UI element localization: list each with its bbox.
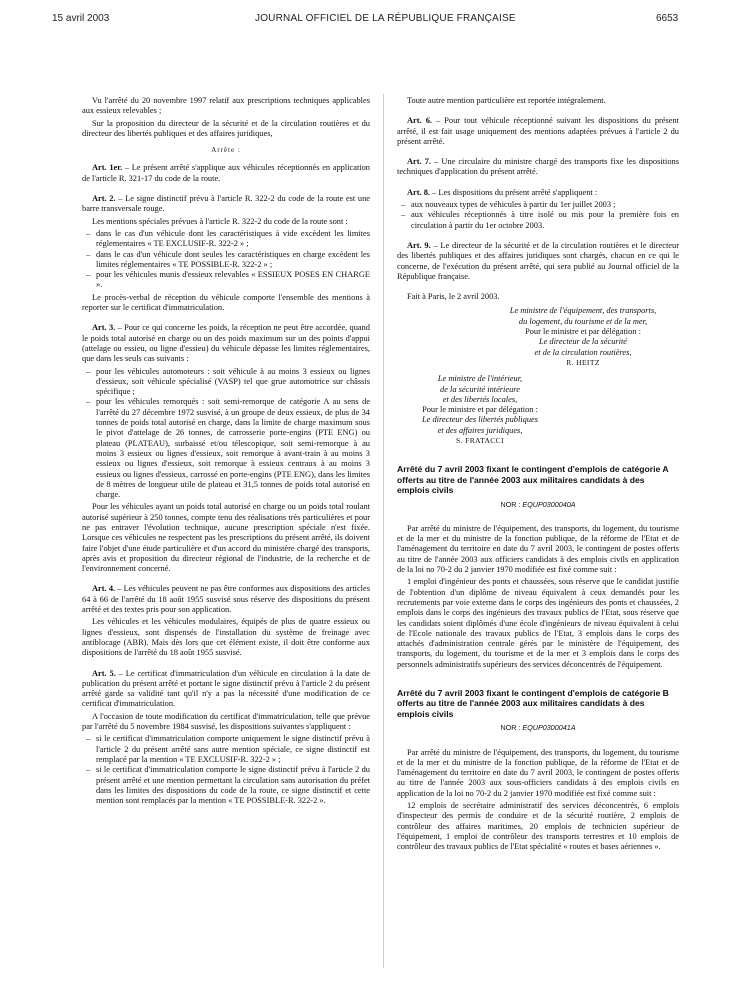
list-item: – si le certificat d'immatriculation comporte le signe distinctif prévu à l'article 2 du présent arrêté et une mention permettant la circulation sans autorisation du préfet dans les limites des dispositions du code de la route, ce signe distinctif et cette mention sont remplacés par la mention « TE POSSIBLE-R. 322-2 ». bbox=[96, 765, 370, 806]
paragraph-categorie-b-intro: Par arrêté du ministre de l'équipement, des transports, du logement, du tourisme et de la mer et du ministre de la fonction publique, de la réforme de l'Etat et de l'aménagement du territoire en date du 7 avril 2003, le contingent de postes offerts au titre de l'année 2003 aux sous-officiers candidats à des emplois civils en application de la loi no 70-2 du 2 janvier 1970 modifiée est fixé comme suit : bbox=[397, 747, 679, 798]
paragraph-vu: Vu l'arrêté du 20 novembre 1997 relatif aux prescriptions techniques applicables aux essieux relevables ; bbox=[82, 96, 370, 116]
article-5 bbox=[82, 669, 370, 710]
header-page-number: 6653 bbox=[656, 13, 679, 24]
nor-reference bbox=[397, 723, 679, 733]
article-5-text: – Le certificat d'immatriculation d'un véhicule en circulation à la date de publication du présent arrêté et portant le signe distinctif prévu à l'article 2 du présent arrêté garde sa validité tant qu'il n'y a pas la nécessité d'une modification de ce certificat d'immatriculation. bbox=[82, 668, 371, 709]
paragraph-sur: Sur la proposition du directeur de la sécurité et de la circulation routières et du directeur des libertés publiques et des affaires juridiques, bbox=[82, 118, 370, 138]
list-item: – dans le cas d'un véhicule dont les caractéristiques à vide excèdent les limites réglementaires « TE EXCLUSIF-R. 322-2 » ; bbox=[96, 229, 370, 250]
article-5-list bbox=[82, 734, 370, 806]
article-2 bbox=[82, 194, 370, 215]
article-8-label: Art. 8. bbox=[407, 187, 431, 197]
article-4-label: Art. 4. bbox=[92, 584, 116, 594]
article-2-text: – Le signe distinctif prévu à l'article R. 322-2 du code de la route est une barre transversale rouge. bbox=[82, 194, 370, 214]
article-1 bbox=[82, 163, 370, 184]
nor-label: NOR : bbox=[500, 499, 523, 509]
list-item: – aux véhicules réceptionnés à titre isolé ou mis pour la première fois en circulation à partir du 1er octobre 2003. bbox=[411, 210, 679, 231]
signature-line: de la sécurité intérieure bbox=[440, 384, 520, 394]
paragraph-250-tonnes: Pour les véhicules ayant un poids total autorisé en charge ou un poids total roulant autorisé supérieur à 250 tonnes, compte tenu des réalisations très particulières et pour ne pas entraver l'évolution technique, aucune prescription spéciale n'est fixée. Lorsque ces véhicules ne respectent pas les prescriptions du présent arrêté, ils doivent faire l'objet d'une étude particulière et d'un accord du ministère chargé des transports, après avis et proposition du directeur régional de l'industrie, de la recherche et de l'environnement concerné. bbox=[82, 502, 370, 574]
signature-block-transports bbox=[487, 306, 679, 368]
section-title-categorie-a: Arrêté du 7 avril 2003 fixant le contingent d'emplois de catégorie A offerts au titre de l'année 2003 aux militaires candidats à des emplois civils bbox=[397, 464, 669, 496]
article-4 bbox=[82, 584, 370, 615]
paragraph-toute-autre: Toute autre mention particulière est reportée intégralement. bbox=[407, 96, 606, 105]
article-9-label: Art. 9. bbox=[407, 240, 431, 250]
column-divider bbox=[383, 94, 384, 968]
nor-label: NOR : bbox=[500, 723, 523, 733]
signature-line: Pour le ministre et par délégation : bbox=[422, 405, 538, 415]
signature-line: Le directeur des libertés publiques bbox=[422, 415, 538, 425]
signature-line: et de la circulation routières, bbox=[534, 347, 632, 357]
article-6-text: – Pour tout véhicule réceptionné suivant les dispositions du présent arrêté, il est fait usage uniquement des mentions adaptées prévues à l'article 2 du présent arrêté. bbox=[397, 116, 679, 146]
list-item: – aux nouveaux types de véhicules à partir du 1er juillet 2003 ; bbox=[411, 200, 679, 210]
mentions-intro: Les mentions spéciales prévues à l'article R. 322-2 du code de la route sont : bbox=[92, 216, 348, 226]
signature-line: Le directeur de la sécurité bbox=[538, 337, 628, 347]
paragraph-categorie-a-intro: Par arrêté du ministre de l'équipement, des transports, du logement, du tourisme et de la mer et du ministre de la fonction publique, de la réforme de l'Etat et de l'aménagement du territoire en date du 7 avril 2003, le contingent de postes offerts au titre de l'année 2003 aux officiers candidats à des emplois civils en application de la loi no 70-2 du 2 janvier 1970 modifiée est fixé comme suit : bbox=[397, 523, 679, 575]
article-7-text: – Une circulaire du ministre chargé des transports fixe les dispositions techniques d'application du présent arrêté. bbox=[397, 157, 679, 177]
article-7 bbox=[397, 157, 679, 178]
article-6 bbox=[397, 116, 679, 147]
paragraph-modulaires: Les véhicules et les véhicules modulaires, équipés de plus de quatre essieux ou lignes d'essieux, sont dispensés de l'installation du système de freinage avec antiblocage (ABR). Mais dès lors que cet élément existe, il doit être conforme aux dispositions de l'arrêté du 18 août 1955 susvisé. bbox=[82, 617, 370, 658]
paragraph-occasion: A l'occasion de toute modification du certificat d'immatriculation, telle que prévue par l'arrêté du 5 novembre 1984 susvisé, les dispositions suivantes s'appliquent : bbox=[82, 711, 370, 732]
header-journal-title: JOURNAL OFFICIEL DE LA RÉPUBLIQUE FRANÇAISE bbox=[255, 13, 516, 24]
paragraph-proces-verbal: Le procès-verbal de réception du véhicule comporte l'ensemble des mentions à reporter sur le certificat d'immatriculation. bbox=[82, 292, 370, 313]
article-5-label: Art. 5. bbox=[92, 668, 116, 678]
header-date: 15 avril 2003 bbox=[52, 13, 110, 24]
arrete-heading: Arrête : bbox=[211, 146, 241, 155]
left-column bbox=[82, 96, 370, 808]
list-item: – dans le cas d'un véhicule dont seules les caractéristiques en charge excèdent les limites réglementaires « TE POSSIBLE-R. 322-2 » ; bbox=[96, 250, 370, 271]
article-9-text: – Le directeur de la sécurité et de la circulation routières et le directeur des libertés publiques et des affaires juridiques sont chargés, chacun en ce qui le concerne, de l'exécution du présent arrêté, qui sera publié au Journal officiel de la République française. bbox=[397, 240, 679, 281]
section-title-categorie-b: Arrêté du 7 avril 2003 fixant le contingent d'emplois de catégorie B offerts au titre de l'année 2003 aux militaires candidats à des emplois civils bbox=[397, 687, 669, 719]
page-header bbox=[0, 0, 748, 30]
signature-block-interieur bbox=[405, 374, 555, 446]
article-1-label: Art. 1er. bbox=[92, 163, 123, 173]
list-item: – pour les véhicules automoteurs : soit véhicule à au moins 3 essieux ou lignes d'essieux, soit véhicule spécialisé (VASP) tel que grue automotrice sur châssis spécifique ; bbox=[96, 367, 370, 398]
article-8-text: – Les dispositions du présent arrêté s'appliquent : bbox=[430, 187, 598, 197]
nor-code: EQUP0300041A bbox=[522, 723, 576, 733]
signatory-name: R. HEITZ bbox=[566, 357, 600, 367]
article-4-text: – Les véhicules peuvent ne pas être conformes aux dispositions des articles 64 à 66 de l'arrêté du 18 août 1955 susvisé sous réserve des dispositions du présent arrêté et des textes pris pour son application. bbox=[82, 584, 370, 615]
article-3 bbox=[82, 323, 370, 364]
mentions-list bbox=[82, 229, 370, 291]
article-8-list bbox=[397, 200, 679, 231]
nor-reference bbox=[397, 500, 679, 510]
signature-line: Le ministre de l'intérieur, bbox=[437, 374, 523, 384]
article-7-label: Art. 7. bbox=[407, 157, 431, 167]
nor-code: EQUP0300040A bbox=[522, 499, 576, 509]
signature-line: et des libertés locales, bbox=[442, 394, 518, 404]
signature-line: du logement, du tourisme et de la mer, bbox=[518, 316, 648, 326]
article-6-label: Art. 6. bbox=[407, 116, 432, 126]
article-3-label: Art. 3. bbox=[92, 323, 116, 333]
article-3-text: – Pour ce qui concerne les poids, la réception ne peut être accordée, quand le poids total autorisé en charge ou un des poids maximum sur un des points d'appui (attelage ou essieu, ou ligne d'essieu) du véhicule dépasse les limites réglementaires, que dans les seuls cas suivants : bbox=[82, 323, 370, 364]
signatory-name: S. FRATACCI bbox=[456, 436, 504, 446]
signature-line: Le ministre de l'équipement, des transports, bbox=[509, 306, 657, 316]
article-9 bbox=[397, 241, 679, 282]
paragraph-categorie-b-emplois: 12 emplois de secrétaire administratif des services déconcentrés, 6 emplois d'inspecteur des permis de conduire et de la sécurité routière, 2 emplois de contrôleur des affaires maritimes, 20 emplois de technicien supérieur de l'équipement, 1 emploi de contrôleur des transports terrestres et 10 emplois de contrôleur des travaux publics de l'Etat spécialité « routes et bases aériennes ». bbox=[397, 800, 679, 852]
article-1-text: – Le présent arrêté s'applique aux véhicules réceptionnés en application de l'article R. 321-17 du code de la route. bbox=[82, 163, 370, 183]
list-item: – pour les véhicules munis d'essieux relevables « ESSIEUX POSES EN CHARGE ». bbox=[96, 270, 370, 291]
signature-line: et des affaires juridiques, bbox=[437, 425, 523, 435]
list-item: – pour les véhicules remorqués : soit semi-remorque de catégorie A au sens de l'arrêté du 27 décembre 1972 susvisé, à un groupe de deux essieux, de plus de 34 tonnes de poids total autorisé en charge, dans la limite de charge maximum sous le pivot d'attelage de 26 tonnes, de carrosserie porte-engins (PTE ENG) ou plateau (PLATEAU), surbaissé et/ou télescopique, soit semi-remorque à au moins 3 essieux ou lignes d'essieux, soit remorque à avant-train à au moins 3 essieux ou lignes d'essieux, soit remorque à essieux centraux à au moins 3 essieux ou lignes d'essieux, carrossé en porte-engins (PTE ENG), dans les limites de 8 mètres de longueur utile de plateau et 31,5 tonnes de poids total autorisé en charge. bbox=[96, 397, 370, 500]
article-3-list bbox=[82, 367, 370, 501]
right-column bbox=[397, 96, 679, 854]
article-2-label: Art. 2. bbox=[92, 194, 116, 204]
signature-line: Pour le ministre et par délégation : bbox=[525, 327, 641, 337]
fait-a-paris: Fait à Paris, le 2 avril 2003. bbox=[407, 292, 500, 302]
paragraph-categorie-a-emplois: 1 emploi d'ingénieur des ponts et chaussées, sous réserve que le candidat justifie de l'obtention d'un diplôme de niveau équivalent à ceux demandés pour les recrutements par voie externe dans le corps des ingénieurs des ponts et chaussées, 2 emplois dans le corps des ingénieurs des travaux publics de l'Etat, sous réserve que les candidats soient diplômés d'une école d'ingénieurs de niveau équivalent à celui de l'Ecole nationale des travaux publics de l'Etat, 3 emplois dans le corps des attachés d'administration centrale gérés par le ministère de l'équipement, des transports, du logement, du tourisme et de la mer et 3 emplois dans le corps des personnels administratifs supérieurs des services déconcentrés de l'équipement. bbox=[397, 577, 679, 669]
list-item: – si le certificat d'immatriculation comporte uniquement le signe distinctif prévu à l'article 2 du présent arrêté sans autre mention spéciale, ce signe distinctif est remplacé par la mention « TE EXCLUSIF-R. 322-2 » ; bbox=[96, 734, 370, 765]
article-8 bbox=[397, 188, 679, 198]
